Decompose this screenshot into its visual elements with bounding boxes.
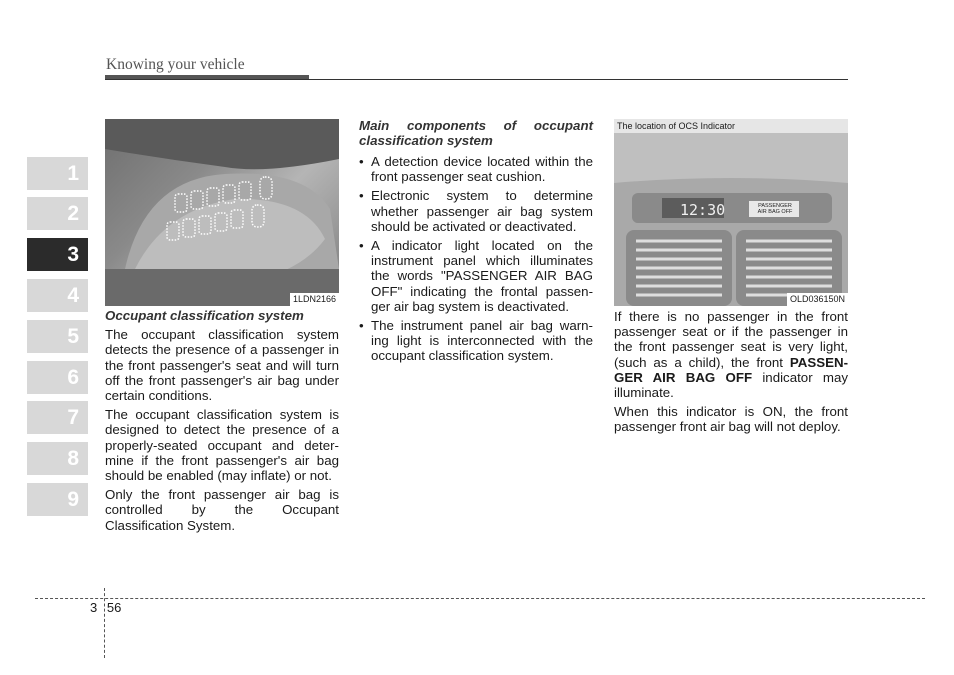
col3-text-b: indicator may illuminate. [614, 369, 848, 401]
footer-vertical-rule [104, 588, 105, 658]
col3-paragraph-1 [614, 309, 848, 400]
clock-display: 12:30 [680, 201, 726, 219]
dashboard-illustration [614, 133, 848, 306]
indicator-line-2: AIR BAG OFF [757, 209, 793, 215]
chapter-tab-5[interactable]: 5 [27, 320, 88, 353]
header-title: Knowing your vehicle [106, 56, 245, 73]
components-caption: Main components of occupant classification system [359, 118, 593, 148]
list-item: • A indicator light located on the instrument panel which illuminates the words "PASSENGER AIR BAG OFF" indicating the frontal passen-ger air bag system is deactivated. [359, 238, 593, 314]
column-2 [359, 118, 593, 368]
chapter-tab-6[interactable]: 6 [27, 361, 88, 394]
header-rule [105, 79, 848, 80]
column-1 [105, 308, 339, 537]
chapter-tab-8[interactable]: 8 [27, 442, 88, 475]
page-number-value: 56 [106, 600, 122, 615]
components-list [359, 154, 593, 364]
indicator-line-1: PASSENGER [758, 203, 792, 209]
indicator-name: PASSEN-GER AIR BAG OFF [614, 354, 848, 385]
col1-paragraph-2: The occupant classification system is designed to detect the presence of a properly-seated occupant and deter-mine if the front passenger's air bag should be enabled (may inflate) or not. [105, 407, 339, 484]
footer-dashed-rule [35, 598, 925, 599]
list-item: • A detection device located within the front passenger seat cushion. [359, 154, 593, 184]
chapter-tab-1[interactable]: 1 [27, 157, 88, 190]
photo-reference-label: 1LDN2166 [290, 293, 339, 306]
seat-sensor-illustration [105, 119, 339, 306]
chapter-tab-4[interactable]: 4 [27, 279, 88, 312]
seat-photo [105, 119, 339, 306]
chapter-tab-7[interactable]: 7 [27, 401, 88, 434]
photo-reference-label: OLD036150N [787, 293, 848, 306]
chapter-number: 3 [90, 600, 98, 615]
chapter-tab-9[interactable]: 9 [27, 483, 88, 516]
passenger-airbag-off-indicator [750, 203, 800, 215]
col3-paragraph-2: When this indicator is ON, the front passenger front air bag will not deploy. [614, 404, 848, 435]
col3-text-a: If there is no passenger in the front passenger seat or if the passenger in the front passenger seat is very light, (such as a child), the front [614, 309, 848, 370]
column-3 [614, 309, 848, 439]
list-item: • The instrument panel air bag warn-ing light is interconnected with the occupant classification system. [359, 318, 593, 364]
list-item: • Electronic system to determine whether passenger air bag system should be activated or deactivated. [359, 188, 593, 234]
ocs-indicator-photo [614, 119, 848, 306]
chapter-tab-2[interactable]: 2 [27, 197, 88, 230]
col1-paragraph-3: Only the front passenger air bag is controlled by the Occupant Classification System. [105, 487, 339, 533]
occupant-caption: Occupant classification system [105, 308, 304, 323]
chapter-tab-3[interactable]: 3 [27, 238, 88, 271]
page-number [90, 600, 121, 615]
col1-paragraph-1: The occupant classification system detects the presence of a passenger in the front passenger's seat and will turn off the front passenger's air bag under certain conditions. [105, 327, 339, 404]
photo-title: The location of OCS Indicator [614, 119, 848, 133]
